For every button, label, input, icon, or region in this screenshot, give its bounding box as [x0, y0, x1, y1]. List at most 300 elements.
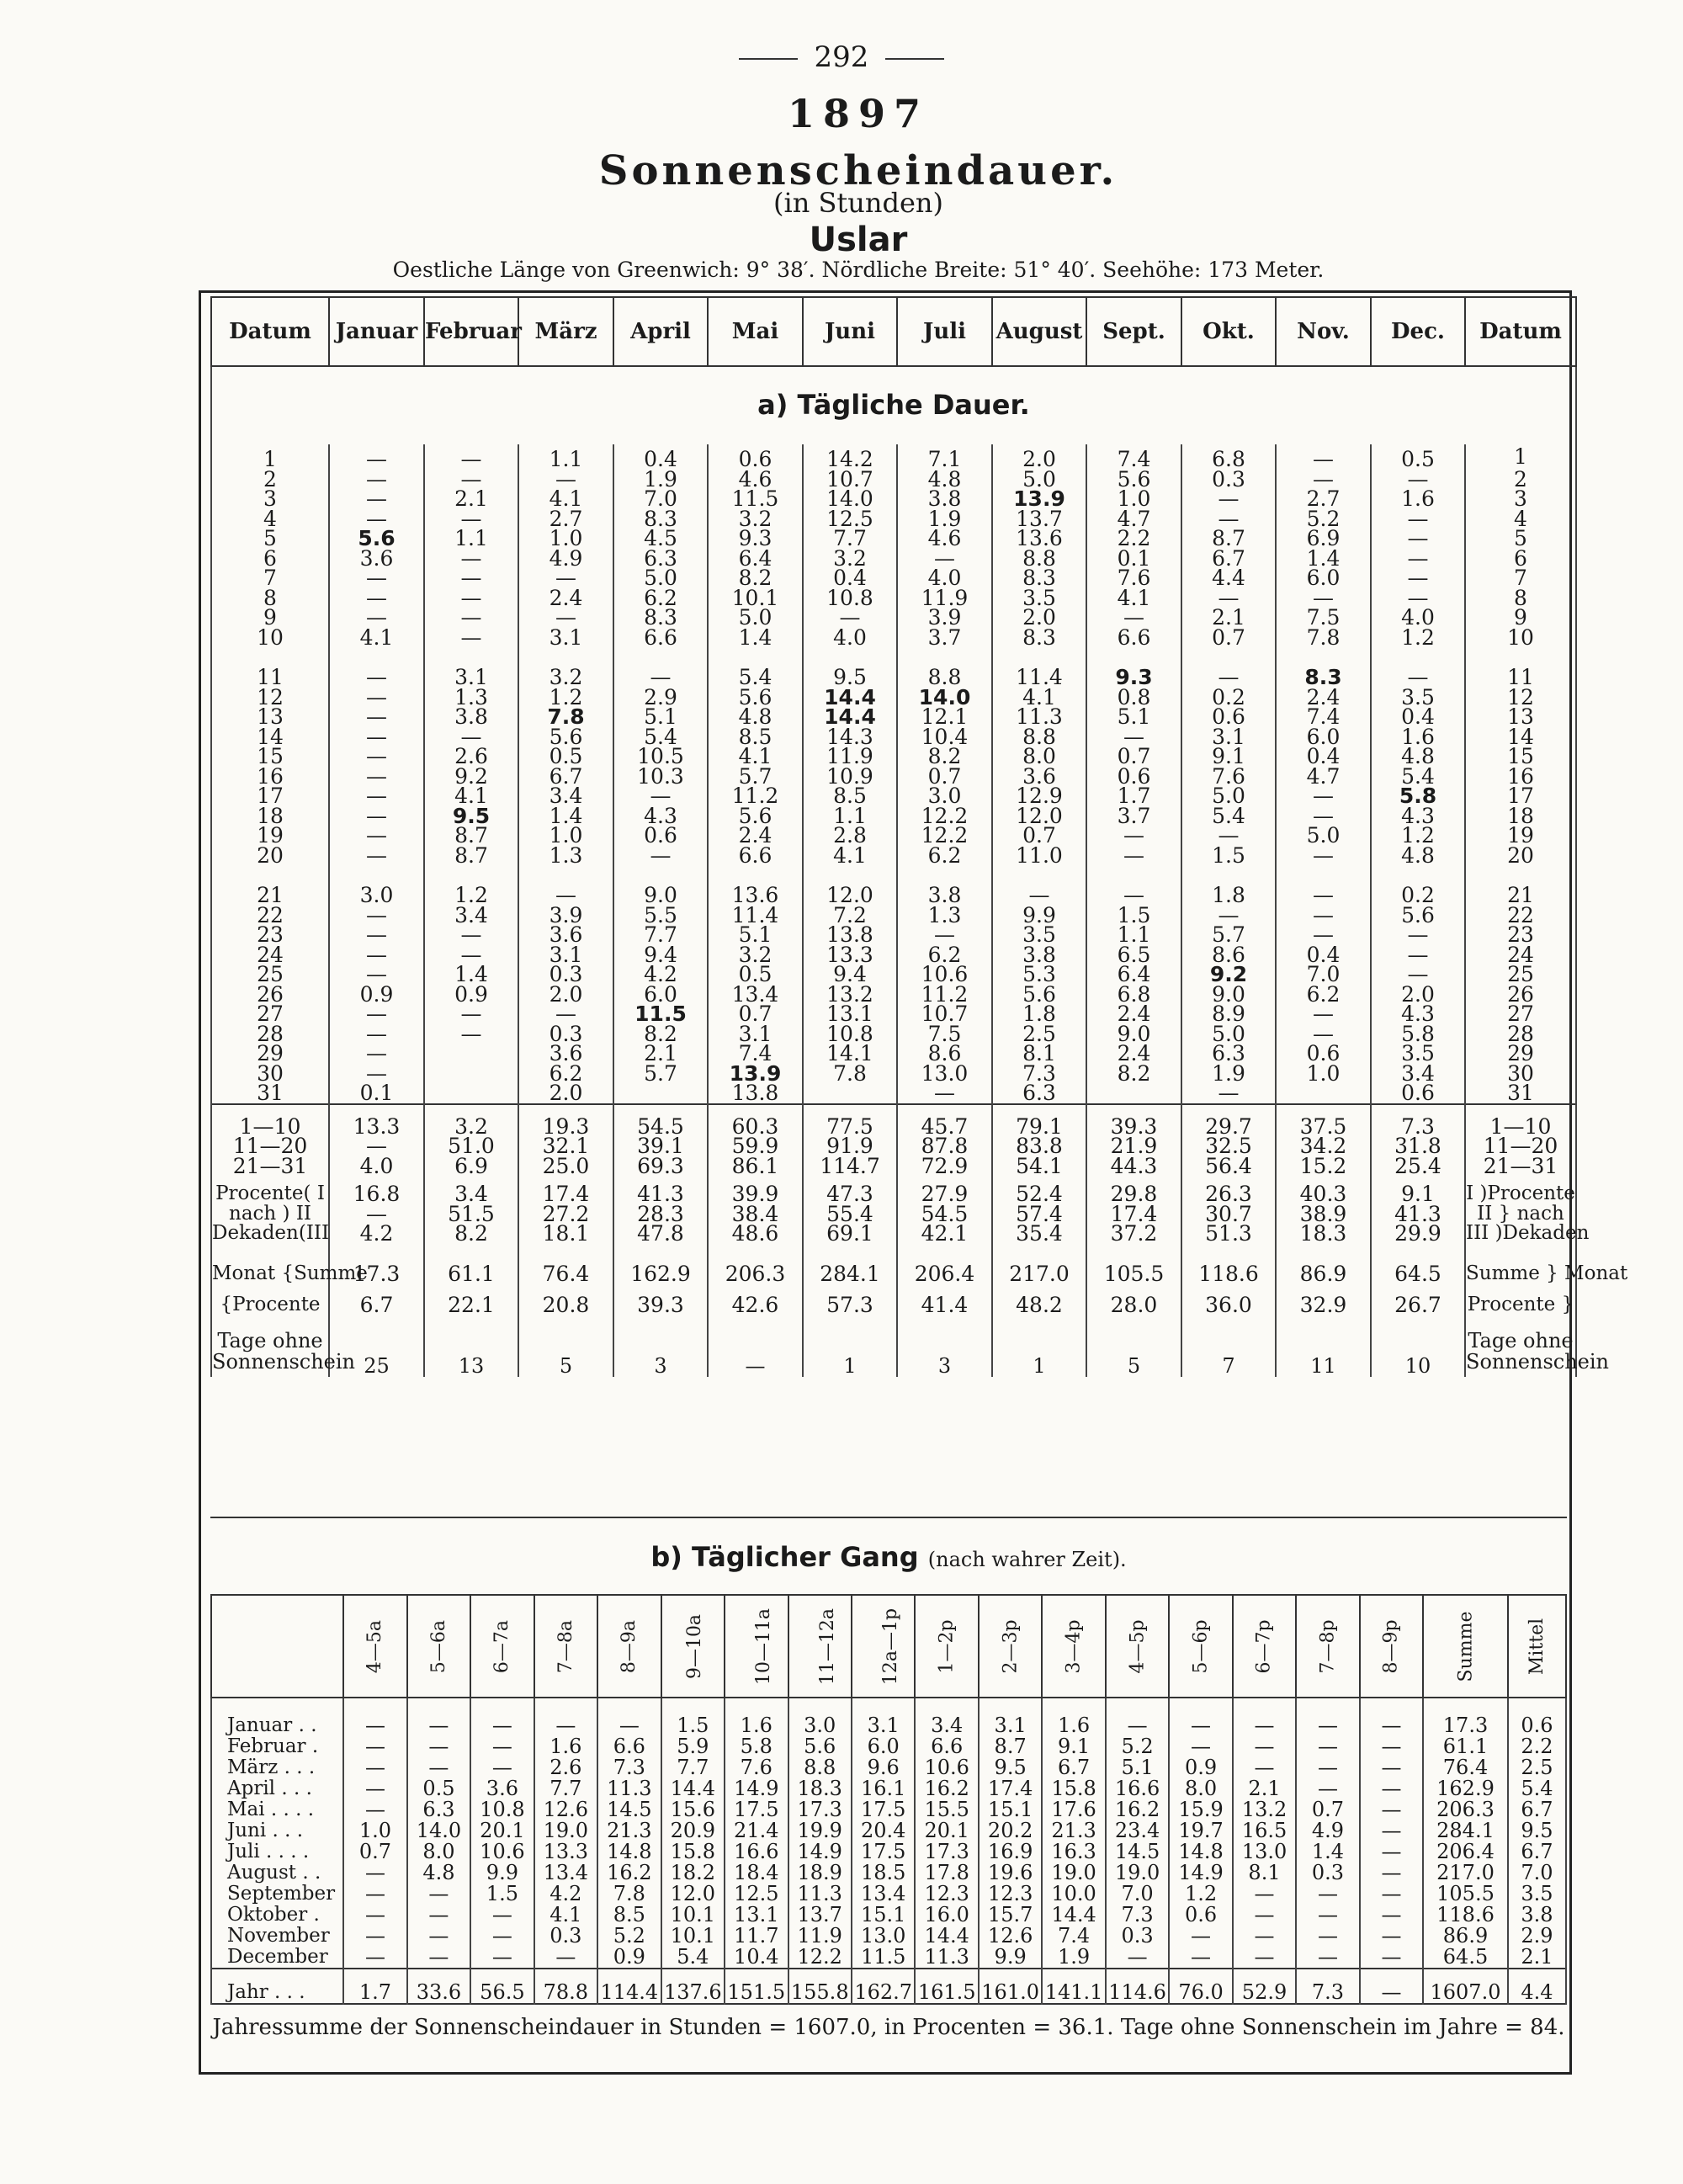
hourly-value: 20.1	[915, 1820, 978, 1841]
daily-value: 2.4	[1086, 1044, 1181, 1064]
day-number: 16	[211, 767, 329, 787]
daily-value: —	[518, 568, 613, 588]
daily-value: —	[1371, 568, 1465, 588]
daily-value: 8.5	[708, 727, 803, 747]
daily-value: 0.6	[1086, 767, 1181, 787]
month-name: Februar .	[211, 1736, 343, 1757]
hourly-value: —	[597, 1698, 661, 1736]
daily-value: 3.8	[992, 945, 1086, 965]
hourly-value: 11.9	[788, 1926, 852, 1947]
decade-percent-value: 18.1	[518, 1224, 613, 1244]
daily-value: 9.5	[803, 667, 897, 688]
daily-value: 0.2	[1371, 885, 1465, 906]
daily-value: 14.3	[803, 727, 897, 747]
hourly-value: 10.6	[470, 1841, 534, 1863]
hourly-value: 12.0	[661, 1884, 725, 1905]
decade-sum-value: 34.2	[1276, 1136, 1371, 1156]
hourly-value: 14.4	[915, 1926, 978, 1947]
daily-value: 4.8	[708, 707, 803, 727]
daily-value: 3.9	[897, 608, 992, 628]
day-row	[211, 568, 1576, 588]
decade-percent-value: 17.4	[518, 1176, 613, 1204]
hourly-value: 19.7	[1169, 1820, 1232, 1841]
daily-value: 5.2	[1276, 509, 1371, 529]
daily-value: 6.2	[1276, 985, 1371, 1005]
hourly-value: 15.9	[1169, 1799, 1232, 1820]
hourly-value: 13.0	[1233, 1841, 1296, 1863]
daily-value: 3.0	[897, 786, 992, 806]
decade-percent-value: 48.6	[708, 1224, 803, 1244]
daily-value: 0.9	[424, 985, 518, 1005]
month-percent-value: 57.3	[803, 1284, 897, 1326]
percent-label: nach ) II	[211, 1204, 329, 1225]
month-percent-value: 26.7	[1371, 1284, 1465, 1326]
daily-value	[424, 1083, 518, 1104]
daily-value: 8.7	[424, 846, 518, 866]
hourly-value: 1.6	[725, 1698, 788, 1736]
daily-value: —	[1276, 906, 1371, 926]
hourly-value: —	[470, 1736, 534, 1757]
month-percent-row	[211, 1284, 1576, 1326]
decade-sum-value: —	[329, 1136, 424, 1156]
hour-header-row	[211, 1595, 1566, 1698]
day-number: 12	[211, 688, 329, 708]
daily-value: 6.9	[1276, 529, 1371, 549]
daily-value: 8.5	[803, 786, 897, 806]
daily-value: 11.2	[708, 786, 803, 806]
hourly-value: 19.9	[788, 1820, 852, 1841]
daily-value: 9.4	[803, 964, 897, 985]
daily-value: 11.4	[708, 906, 803, 926]
month-sum-label: Summe } Monat	[1465, 1244, 1576, 1284]
daily-value: —	[424, 925, 518, 945]
daily-value: 1.1	[803, 806, 897, 826]
day-number: 14	[1465, 727, 1576, 747]
hourly-value: 21.3	[1042, 1820, 1105, 1841]
daily-value: 8.2	[708, 568, 803, 588]
decade-percent-value: 38.9	[1276, 1204, 1371, 1225]
decade-percent-value: 40.3	[1276, 1176, 1371, 1204]
days-without-sun-value: —	[708, 1326, 803, 1377]
daily-value: 2.2	[1086, 529, 1181, 549]
daily-value: 1.2	[1371, 628, 1465, 648]
day-number: 11	[211, 667, 329, 688]
decade-sum-value: 3.2	[424, 1104, 518, 1137]
hourly-value: 12.3	[915, 1884, 978, 1905]
hourly-value: —	[407, 1905, 470, 1926]
day-number: 28	[1465, 1024, 1576, 1044]
hourly-value: 16.0	[915, 1905, 978, 1926]
daily-value: 9.9	[992, 906, 1086, 926]
daily-value: 8.2	[613, 1024, 708, 1044]
decade-percent-value: 30.7	[1181, 1204, 1276, 1225]
day-number: 7	[211, 568, 329, 588]
hourly-value: 86.9	[1423, 1926, 1508, 1947]
days-without-sun-value: 5	[1086, 1326, 1181, 1377]
hourly-value: 118.6	[1423, 1905, 1508, 1926]
decade-sum-value: 87.8	[897, 1136, 992, 1156]
daily-value: —	[1181, 588, 1276, 608]
daily-value: 4.3	[1371, 1004, 1465, 1024]
daily-value: 3.4	[1371, 1064, 1465, 1084]
hourly-value: 1.2	[1169, 1884, 1232, 1905]
daily-value	[613, 1083, 708, 1104]
day-number: 29	[211, 1044, 329, 1064]
daily-value: 8.3	[992, 628, 1086, 648]
decade-percent-value: 42.1	[897, 1224, 992, 1244]
hourly-value: 7.7	[661, 1757, 725, 1778]
decade-sum-value: 19.3	[518, 1104, 613, 1137]
decade-percent-row	[211, 1204, 1576, 1225]
decade-label: 1—10	[211, 1104, 329, 1137]
daily-value: 1.6	[1371, 489, 1465, 509]
daily-value: 3.0	[329, 885, 424, 906]
daily-value: —	[1181, 1083, 1276, 1104]
month-percent-value: 36.0	[1181, 1284, 1276, 1326]
daily-value: 0.7	[1181, 628, 1276, 648]
day-number: 10	[1465, 628, 1576, 648]
daily-value: 0.5	[1371, 444, 1465, 470]
daily-value: 3.6	[518, 1044, 613, 1064]
hourly-value: 17.5	[725, 1799, 788, 1820]
section-a-heading: a) Tägliche Dauer.	[211, 366, 1576, 444]
daily-value: 10.1	[708, 588, 803, 608]
daily-value: 8.9	[1181, 1004, 1276, 1024]
daily-value: 5.6	[992, 985, 1086, 1005]
hourly-value: —	[1296, 1778, 1359, 1799]
daily-value: 1.4	[1276, 549, 1371, 569]
hour-header	[1233, 1595, 1296, 1698]
daily-value: —	[1371, 470, 1465, 490]
daily-value: 7.4	[1086, 444, 1181, 470]
daily-value: 3.4	[518, 786, 613, 806]
daily-value: 5.0	[1181, 1024, 1276, 1044]
hourly-value: 11.3	[788, 1884, 852, 1905]
daily-value: —	[992, 885, 1086, 906]
decade-sum-value: 45.7	[897, 1104, 992, 1137]
daily-value: 0.8	[1086, 688, 1181, 708]
hourly-value: —	[343, 1905, 406, 1926]
daily-value: 5.1	[708, 925, 803, 945]
daily-value: 3.5	[992, 588, 1086, 608]
day-number: 22	[211, 906, 329, 926]
daily-value: —	[1371, 925, 1465, 945]
hourly-value: 19.6	[979, 1863, 1042, 1884]
hour-header	[407, 1595, 470, 1698]
hourly-value: 17.6	[1042, 1799, 1105, 1820]
hourly-value: —	[343, 1799, 406, 1820]
day-row	[211, 1044, 1576, 1064]
daily-value: 5.5	[613, 906, 708, 926]
daily-value: 10.5	[613, 747, 708, 767]
month-name: Oktober .	[211, 1905, 343, 1926]
daily-value: 1.3	[897, 906, 992, 926]
daily-value: 0.6	[1371, 1083, 1465, 1104]
hour-label: 4—5a	[364, 1619, 386, 1673]
hourly-value: 15.1	[979, 1799, 1042, 1820]
day-row	[211, 489, 1576, 509]
day-row	[211, 945, 1576, 965]
daily-value: 1.0	[1276, 1064, 1371, 1084]
year-value: 155.8	[788, 1969, 852, 2004]
year-value: 137.6	[661, 1969, 725, 2004]
percent-label: Dekaden(III	[212, 1222, 330, 1244]
day-number: 5	[211, 529, 329, 549]
daily-value: —	[329, 470, 424, 490]
daily-value: 5.6	[708, 806, 803, 826]
year-value: 161.0	[979, 1969, 1042, 2004]
hour-label: 6—7a	[491, 1619, 513, 1673]
page-title: Sonnenscheindauer.	[598, 147, 1118, 194]
hourly-value: 0.7	[343, 1841, 406, 1863]
hourly-value: 5.8	[725, 1736, 788, 1757]
daily-value: 4.1	[329, 628, 424, 648]
daily-value: —	[518, 608, 613, 628]
hourly-value: 16.1	[852, 1778, 915, 1799]
decade-percent-value: 38.4	[708, 1204, 803, 1225]
daily-value: 3.1	[424, 667, 518, 688]
day-number: 18	[211, 806, 329, 826]
hour-header	[788, 1595, 852, 1698]
daily-value: 2.4	[518, 588, 613, 608]
daily-value: 7.6	[1181, 767, 1276, 787]
day-row	[211, 885, 1576, 906]
hourly-value: 14.4	[661, 1778, 725, 1799]
decade-sum-value: 6.9	[424, 1156, 518, 1177]
daily-value: 4.9	[518, 549, 613, 569]
decade-sum-value: 59.9	[708, 1136, 803, 1156]
daily-value: 2.4	[708, 826, 803, 846]
hour-label: Mittel	[1526, 1618, 1548, 1675]
daily-value: —	[329, 925, 424, 945]
hourly-value: 2.1	[1508, 1947, 1566, 1969]
hourly-value: —	[1233, 1905, 1296, 1926]
daily-value: 1.8	[992, 1004, 1086, 1024]
month-percent-value: 6.7	[329, 1284, 424, 1326]
daily-value: 8.6	[897, 1044, 992, 1064]
daily-value: 6.6	[708, 846, 803, 866]
daily-value: 4.1	[424, 786, 518, 806]
day-row	[211, 826, 1576, 846]
hourly-value: 0.5	[407, 1778, 470, 1799]
month-name: November	[211, 1926, 343, 1947]
daily-value: —	[424, 1004, 518, 1024]
hour-label: 3—4p	[1063, 1618, 1085, 1674]
daily-value: 6.6	[1086, 628, 1181, 648]
daily-value: 2.0	[1371, 985, 1465, 1005]
hourly-value: —	[1106, 1947, 1169, 1969]
decade-percent-row	[211, 1224, 1576, 1244]
daily-value: 6.0	[1276, 568, 1371, 588]
month-name: December	[211, 1947, 343, 1969]
hourly-value: —	[1296, 1698, 1359, 1736]
hour-label: 2—3p	[1000, 1618, 1022, 1674]
daily-value: 13.9	[708, 1064, 803, 1084]
hourly-value: —	[1233, 1884, 1296, 1905]
daily-value: 2.5	[992, 1024, 1086, 1044]
daily-value: 0.9	[329, 985, 424, 1005]
daily-value: 5.0	[992, 470, 1086, 490]
daily-value: 12.1	[897, 707, 992, 727]
year-value: 33.6	[407, 1969, 470, 2004]
hourly-value: 8.5	[597, 1905, 661, 1926]
month-sum-value: 284.1	[803, 1244, 897, 1284]
hourly-value: 11.3	[597, 1778, 661, 1799]
day-number: 25	[211, 964, 329, 985]
daily-value: —	[1371, 667, 1465, 688]
month-percent-value: 42.6	[708, 1284, 803, 1326]
daily-value: —	[803, 608, 897, 628]
daily-value: —	[329, 906, 424, 926]
day-number: 2	[1465, 470, 1576, 490]
daily-value: —	[1181, 826, 1276, 846]
daily-value: 7.4	[708, 1044, 803, 1064]
hourly-value: 10.0	[1042, 1884, 1105, 1905]
day-number: 23	[1465, 925, 1576, 945]
daily-value: —	[329, 727, 424, 747]
hourly-value: 10.1	[661, 1926, 725, 1947]
hourly-value: 15.8	[661, 1841, 725, 1863]
hourly-value: —	[343, 1863, 406, 1884]
day-number: 31	[211, 1083, 329, 1104]
hourly-value: —	[470, 1947, 534, 1969]
daily-value: 5.7	[613, 1064, 708, 1084]
hourly-value: 20.4	[852, 1820, 915, 1841]
hourly-value: 14.8	[1169, 1841, 1232, 1863]
day-number: 15	[211, 747, 329, 767]
hourly-value: —	[1169, 1736, 1232, 1757]
day-number: 4	[1465, 509, 1576, 529]
hourly-value: 14.8	[597, 1841, 661, 1863]
hourly-value: 0.7	[1296, 1799, 1359, 1820]
month-name: Juli . . . .	[211, 1841, 343, 1863]
daily-value: 7.8	[1276, 628, 1371, 648]
daily-value: —	[329, 444, 424, 470]
daily-value: 3.1	[708, 1024, 803, 1044]
daily-value: —	[518, 470, 613, 490]
daily-value: 4.0	[897, 568, 992, 588]
day-row	[211, 727, 1576, 747]
daily-value: 1.2	[518, 688, 613, 708]
hourly-value: 13.4	[852, 1884, 915, 1905]
decade-percent-value: 27.9	[897, 1176, 992, 1204]
day-number: 12	[1465, 688, 1576, 708]
daily-value: —	[897, 1083, 992, 1104]
daily-value: 4.3	[1371, 806, 1465, 826]
daily-value: 6.0	[1276, 727, 1371, 747]
days-without-sun-value: 11	[1276, 1326, 1371, 1377]
day-number: 7	[1465, 568, 1576, 588]
hourly-value: 20.1	[470, 1820, 534, 1841]
daily-value: 3.6	[518, 925, 613, 945]
daily-value: 2.7	[1276, 489, 1371, 509]
datum-header: Datum	[211, 297, 329, 366]
hourly-value: 2.1	[1233, 1778, 1296, 1799]
day-row	[211, 1024, 1576, 1044]
daily-value: —	[424, 945, 518, 965]
daily-value: 9.0	[1181, 985, 1276, 1005]
month-name: Juni . . .	[211, 1820, 343, 1841]
month-percent-value: 28.0	[1086, 1284, 1181, 1326]
decade-sum-value: 37.5	[1276, 1104, 1371, 1137]
hourly-value: 20.2	[979, 1820, 1042, 1841]
daily-value: 3.5	[1371, 1044, 1465, 1064]
percent-label: Procente( I	[211, 1176, 329, 1204]
daily-value: 6.7	[518, 767, 613, 787]
hourly-value: 10.4	[725, 1947, 788, 1969]
daily-value: —	[1086, 846, 1181, 866]
days-without-sun-row	[211, 1326, 1576, 1377]
daily-value: 2.4	[1276, 688, 1371, 708]
hour-label: 11—12a	[816, 1607, 838, 1685]
daily-value: —	[424, 588, 518, 608]
daily-value: 6.2	[897, 846, 992, 866]
hour-header	[725, 1595, 788, 1698]
month-sum-row	[211, 1244, 1576, 1284]
decade-percent-value: 4.2	[329, 1224, 424, 1244]
daily-value: 5.8	[1371, 786, 1465, 806]
hourly-value: 11.3	[915, 1947, 978, 1969]
month-percent-value: 22.1	[424, 1284, 518, 1326]
daily-value: 8.3	[613, 608, 708, 628]
day-number: 11	[1465, 667, 1576, 688]
hourly-value: 3.5	[1508, 1884, 1566, 1905]
hourly-value: 2.6	[534, 1757, 597, 1778]
daily-value: 9.5	[424, 806, 518, 826]
daily-value: 1.0	[518, 529, 613, 549]
label-line: Sonnenschein	[1466, 1349, 1610, 1374]
hourly-value: 13.0	[852, 1926, 915, 1947]
daily-value: —	[1086, 885, 1181, 906]
daily-value: 3.8	[897, 885, 992, 906]
hourly-value: 4.9	[1296, 1820, 1359, 1841]
daily-value: —	[424, 568, 518, 588]
hourly-value: 4.1	[534, 1905, 597, 1926]
hourly-value: 18.2	[661, 1863, 725, 1884]
decade-sum-value: 56.4	[1181, 1156, 1276, 1177]
daily-value: 4.5	[613, 529, 708, 549]
month-sum-value: 17.3	[329, 1244, 424, 1284]
decade-sum-value: 7.3	[1371, 1104, 1465, 1137]
daily-value: 3.5	[992, 925, 1086, 945]
daily-value: 4.0	[1371, 608, 1465, 628]
daily-value: 6.8	[1086, 985, 1181, 1005]
hourly-value: 13.7	[788, 1905, 852, 1926]
hourly-value: 23.4	[1106, 1820, 1169, 1841]
hourly-value: 19.0	[1042, 1863, 1105, 1884]
hourly-value: 7.6	[725, 1757, 788, 1778]
daily-value: —	[329, 1064, 424, 1084]
month-header: Sept.	[1086, 297, 1181, 366]
hourly-value: 20.9	[661, 1820, 725, 1841]
daily-value: 9.2	[1181, 964, 1276, 985]
day-row	[211, 906, 1576, 926]
hour-label: 5—6p	[1190, 1618, 1212, 1674]
daily-value: 1.3	[518, 846, 613, 866]
blank-header	[211, 1595, 343, 1698]
hourly-month-row	[211, 1736, 1566, 1757]
hourly-value: —	[1360, 1698, 1423, 1736]
day-number: 25	[1465, 964, 1576, 985]
hourly-month-row	[211, 1820, 1566, 1841]
daily-value: 4.8	[1371, 747, 1465, 767]
daily-value: —	[518, 1004, 613, 1024]
daily-value: 3.7	[1086, 806, 1181, 826]
daily-value: —	[613, 846, 708, 866]
daily-value: 6.4	[1086, 964, 1181, 985]
decade-sum-value: 13.3	[329, 1104, 424, 1137]
month-header: Juni	[803, 297, 897, 366]
